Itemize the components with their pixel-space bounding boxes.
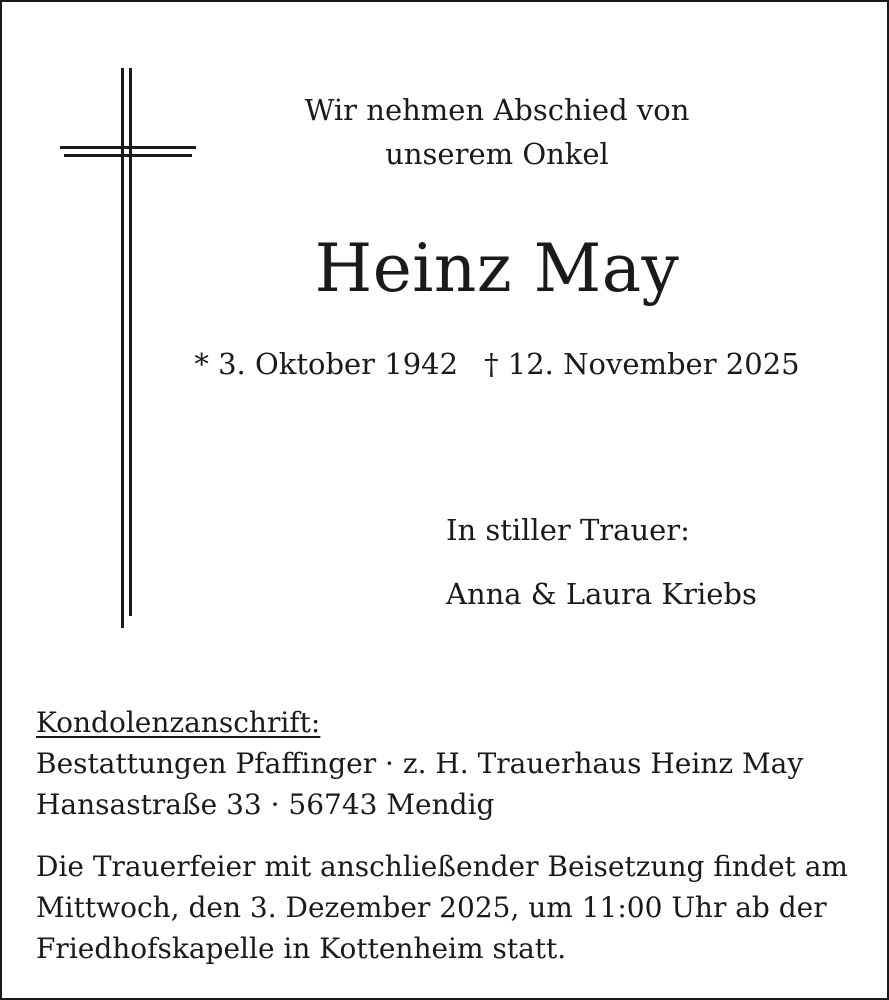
condolence-heading: Kondolenzanschrift: [36,706,321,739]
service-line: Friedhofskapelle in Kottenheim statt. [36,932,567,965]
cross-horizontal-bar [64,154,192,157]
cross-vertical-bar [121,68,124,628]
death-date: † 12. November 2025 [484,347,800,381]
service-line: Die Trauerfeier mit anschließender Beisetzung findet am [36,850,848,883]
condolence-line: Bestattungen Pfaffinger · z. H. Trauerhaus Heinz May [36,747,804,780]
cross-horizontal-bar [60,146,196,149]
deceased-name: Heinz May [314,230,680,307]
mourning-heading: In stiller Trauer: [446,513,690,547]
intro-line: Wir nehmen Abschied von [304,93,690,127]
mourner-names: Anna & Laura Kriebs [446,577,757,611]
cross-vertical-bar [129,68,132,616]
birth-date: * 3. Oktober 1942 [194,347,459,381]
life-dates [172,342,822,386]
condolence-line: Hansastraße 33 · 56743 Mendig [36,788,495,821]
service-line: Mittwoch, den 3. Dezember 2025, um 11:00 Uhr ab der [36,891,827,924]
condolence-address [36,702,866,825]
service-details [36,846,866,969]
intro-line: unserem Onkel [385,137,609,171]
intro-text [232,88,762,176]
